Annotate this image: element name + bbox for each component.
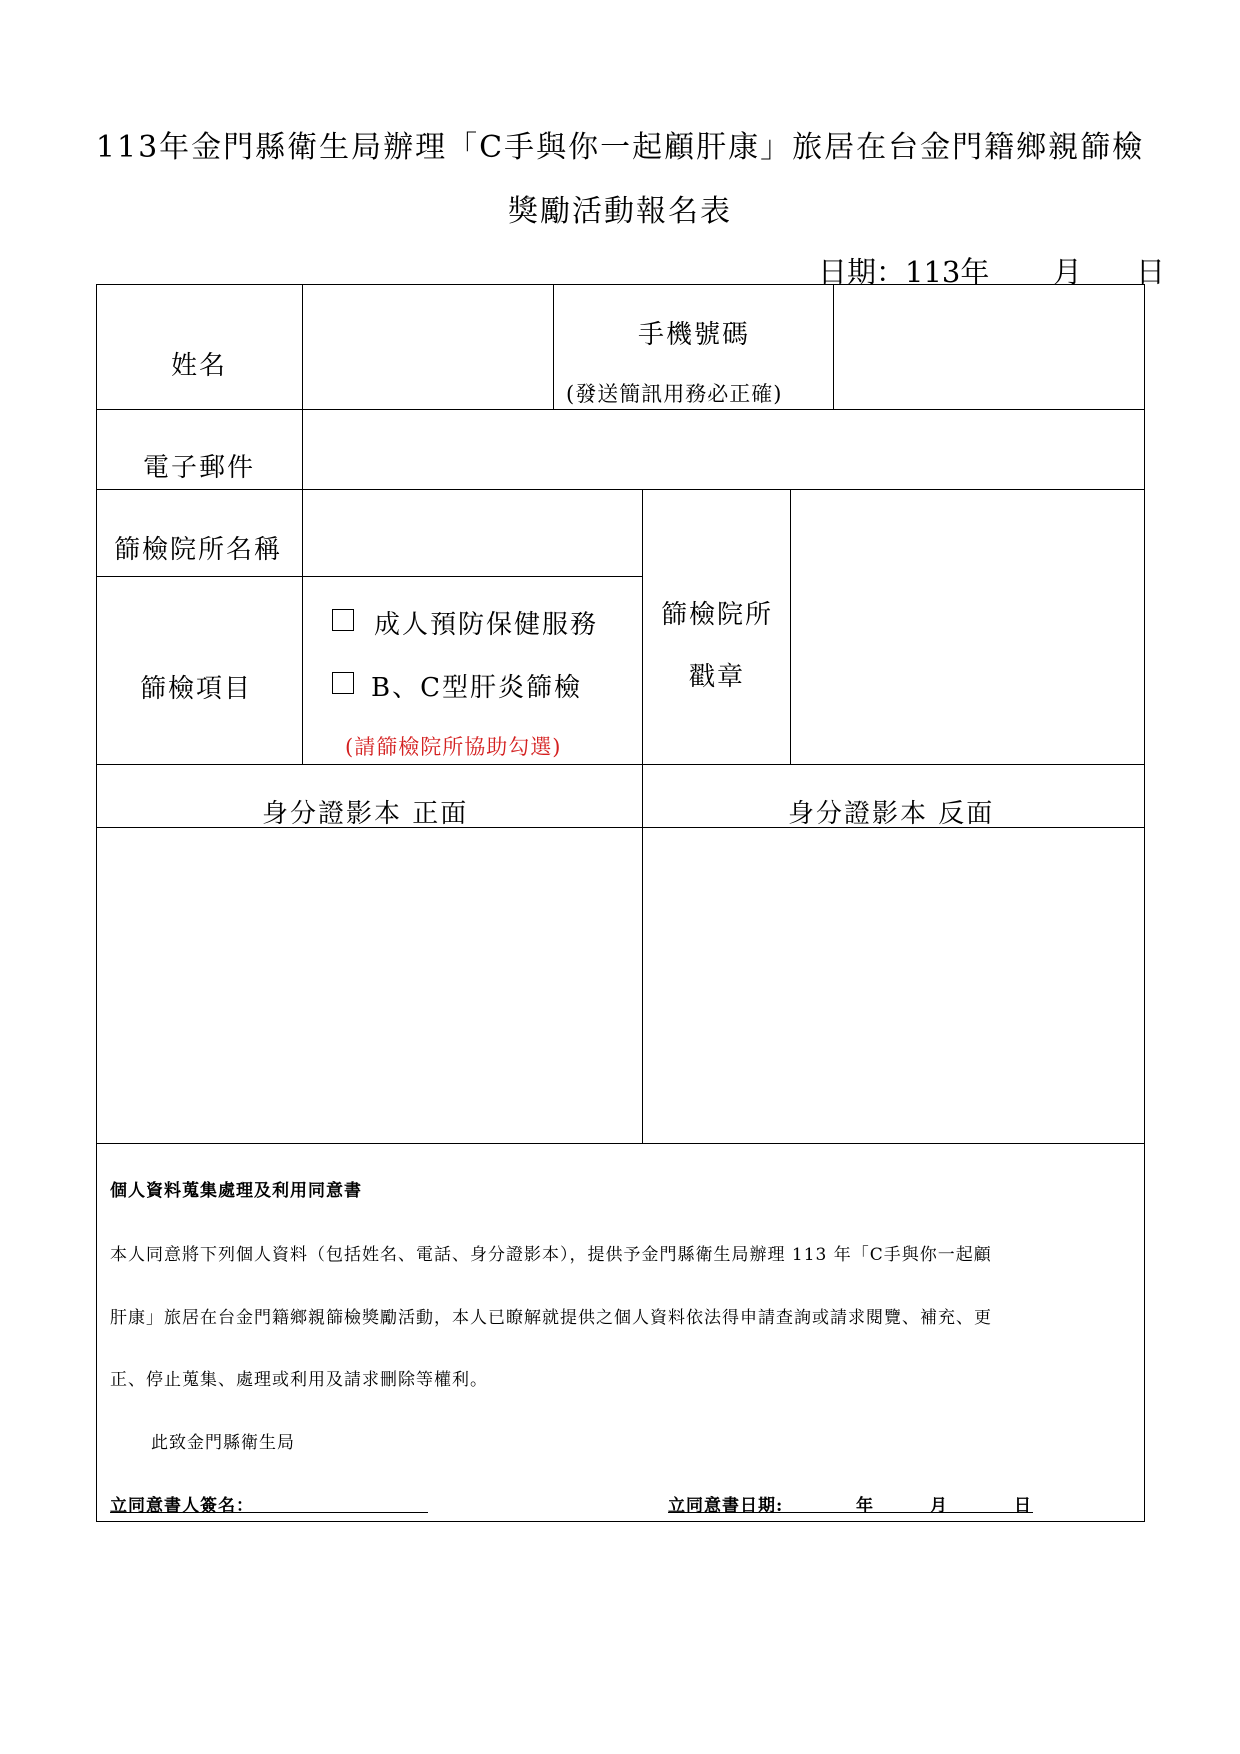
consent-date-day: 日 — [1014, 1496, 1032, 1516]
row-divider — [96, 576, 642, 577]
consent-date-line[interactable] — [668, 1512, 1033, 1513]
col-divider — [553, 284, 554, 409]
email-field[interactable] — [304, 411, 1143, 488]
consent-date-label: 立同意書日期: — [668, 1496, 784, 1516]
stamp-area[interactable] — [792, 491, 1143, 763]
name-label: 姓名 — [171, 351, 228, 381]
date-day: 日 — [1136, 255, 1166, 289]
id-front-upload-area[interactable] — [98, 829, 641, 1142]
consent-date-year: 年 — [856, 1496, 874, 1516]
name-field[interactable] — [304, 286, 552, 408]
stamp-label-2: 戳章 — [689, 662, 746, 692]
consent-text-line1: 本人同意將下列個人資料（包括姓名、電話、身分證影本），提供予金門縣衛生局辦理 113 年「C手與你一起顧 — [110, 1245, 992, 1265]
col-divider — [833, 284, 834, 409]
option-adult-preventive: 成人預防保健服務 — [374, 610, 599, 640]
adult-preventive-checkbox[interactable] — [332, 609, 354, 631]
id-back-label: 身分證影本 反面 — [788, 799, 995, 829]
consent-regards: 此致金門縣衛生局 — [151, 1433, 295, 1453]
col-divider — [302, 284, 303, 764]
consent-title: 個人資料蒐集處理及利用同意書 — [110, 1181, 362, 1201]
date-month: 月 — [1053, 255, 1083, 289]
id-back-upload-area[interactable] — [644, 829, 1143, 1142]
consent-text-line2: 肝康」旅居在台金門籍鄉親篩檢獎勵活動，本人已瞭解就提供之個人資料依法得申請查詢或請求閱覽、補充、更 — [110, 1308, 992, 1328]
row-divider — [96, 764, 1145, 765]
col-divider — [642, 489, 643, 1143]
form-title-line2: 獎勵活動報名表 — [508, 194, 732, 229]
id-front-label: 身分證影本 正面 — [262, 799, 469, 829]
form-title-line1: 113年金門縣衛生局辦理「C手與你一起顧肝康」旅居在台金門籍鄉親篩檢 — [95, 130, 1145, 165]
phone-note: (發送簡訊用務必正確) — [566, 382, 783, 406]
consent-text-line3: 正、停止蒐集、處理或利用及請求刪除等權利。 — [110, 1370, 488, 1390]
screen-items-label: 篩檢項目 — [140, 674, 253, 704]
clinic-name-label: 篩檢院所名稱 — [114, 535, 283, 565]
phone-label: 手機號碼 — [638, 320, 751, 350]
hepatitis-screening-checkbox[interactable] — [332, 672, 354, 694]
email-label: 電子郵件 — [143, 453, 256, 483]
option-hepatitis-screening: B、C型肝炎篩檢 — [371, 673, 583, 703]
consent-date-month: 月 — [930, 1496, 948, 1516]
col-divider — [790, 489, 791, 764]
signature-line[interactable] — [110, 1512, 428, 1513]
signature-label: 立同意書人簽名： — [110, 1496, 254, 1516]
option-note: (請篩檢院所協助勾選) — [345, 735, 562, 759]
row-divider — [96, 1143, 1145, 1144]
row-divider — [96, 409, 1145, 410]
phone-field[interactable] — [835, 286, 1143, 408]
row-divider — [96, 489, 1145, 490]
clinic-name-field[interactable] — [304, 491, 641, 575]
date-label: 日期：113年 — [818, 255, 990, 289]
stamp-label-1: 篩檢院所 — [661, 600, 774, 630]
